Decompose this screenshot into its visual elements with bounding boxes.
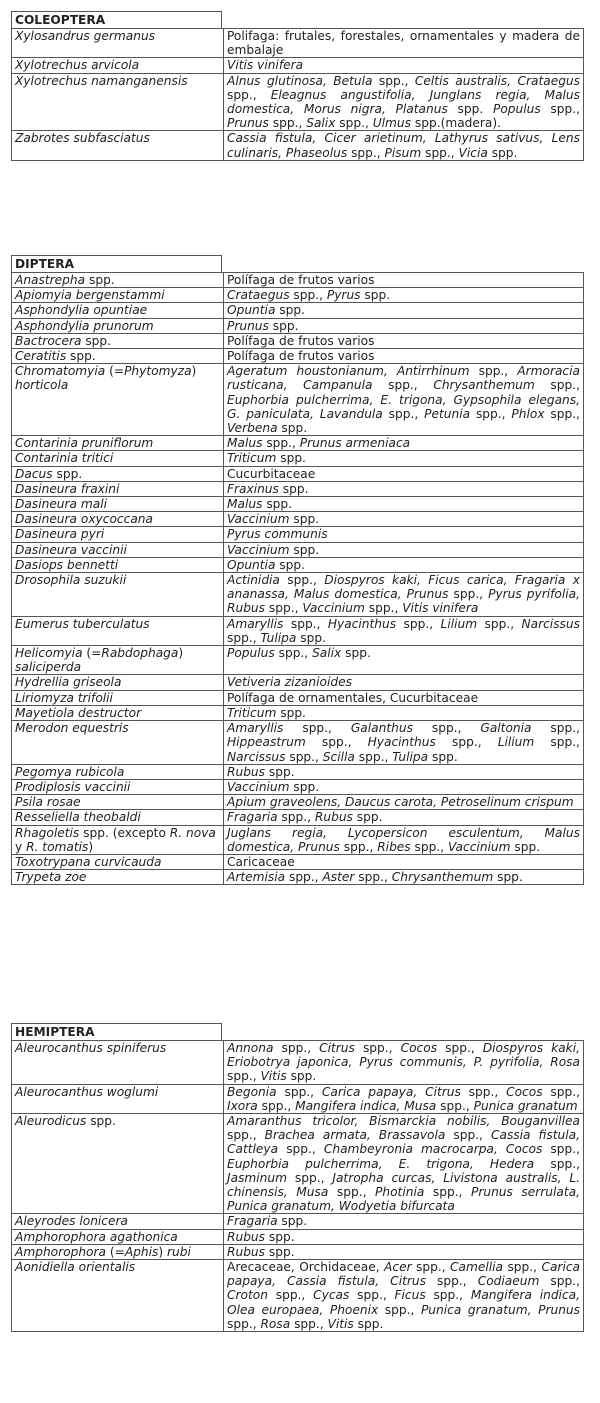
species-cell: Contarinia tritici bbox=[12, 451, 224, 466]
species-cell: Drosophila suzukii bbox=[12, 573, 224, 617]
table-row bbox=[12, 318, 584, 333]
host-cell: Apium graveolens, Daucus carota, Petroselinum crispum bbox=[224, 795, 584, 810]
table-row bbox=[12, 451, 584, 466]
species-cell: Asphondylia prunorum bbox=[12, 318, 224, 333]
host-cell: Rubus spp. bbox=[224, 1244, 584, 1259]
table-row bbox=[12, 73, 584, 131]
table-row bbox=[12, 1244, 584, 1259]
species-cell: Zabrotes subfasciatus bbox=[12, 131, 224, 160]
species-cell: Dacus spp. bbox=[12, 466, 224, 481]
species-cell: Chromatomyia (=Phytomyza) horticola bbox=[12, 364, 224, 436]
host-cell: Fragaria spp., Rubus spp. bbox=[224, 810, 584, 825]
table-row bbox=[12, 542, 584, 557]
host-cell: Polífaga de frutos varios bbox=[224, 349, 584, 364]
section-coleoptera bbox=[11, 11, 584, 161]
table-row bbox=[12, 854, 584, 869]
species-cell: Xylotrechus namanganensis bbox=[12, 73, 224, 131]
species-cell: Bactrocera spp. bbox=[12, 333, 224, 348]
species-cell: Trypeta zoe bbox=[12, 870, 224, 885]
host-cell: Arecaceae, Orchidaceae, Acer spp., Camellia spp., Carica papaya, Cassia fistula, Citrus spp., Codiaeum spp., Croton spp., Cycas spp., Ficus spp., Mangifera indica, Olea europaea, Phoenix spp., Punica granatum, Prunus spp., Rosa spp., Vitis spp. bbox=[224, 1260, 584, 1332]
species-cell: Aleurocanthus woglumi bbox=[12, 1084, 224, 1113]
host-cell: Ageratum houstonianum, Antirrhinum spp., Armoracia rusticana, Campanula spp., Chrysanthemum spp., Euphorbia pulcherrima, E. trigona, Gypsophila elegans, G. paniculata, Lavandula spp., Petunia spp., Phlox spp., Verbena spp. bbox=[224, 364, 584, 436]
host-cell: Opuntia spp. bbox=[224, 557, 584, 572]
table-row bbox=[12, 690, 584, 705]
host-cell: Annona spp., Citrus spp., Cocos spp., Diospyros kaki, Eriobotrya japonica, Pyrus communis, P. pyrifolia, Rosa spp., Vitis spp. bbox=[224, 1041, 584, 1085]
species-cell: Dasineura oxycoccana bbox=[12, 512, 224, 527]
host-cell: Polifaga: frutales, forestales, ornamentales y madera de embalaje bbox=[224, 29, 584, 58]
species-cell: Liriomyza trifolii bbox=[12, 690, 224, 705]
species-cell: Aleyrodes lonicera bbox=[12, 1214, 224, 1229]
species-cell: Resseliella theobaldi bbox=[12, 810, 224, 825]
species-cell: Merodon equestris bbox=[12, 721, 224, 765]
host-cell: Amaryllis spp., Galanthus spp., Galtonia spp., Hippeastrum spp., Hyacinthus spp., Lilium spp., Narcissus spp., Scilla spp., Tulipa spp. bbox=[224, 721, 584, 765]
table-row bbox=[12, 29, 584, 58]
table-row bbox=[12, 795, 584, 810]
table-row bbox=[12, 1114, 584, 1214]
host-cell: Amaranthus tricolor, Bismarckia nobilis, Bouganvillea spp., Brachea armata, Brassavola spp., Cassia fistula, Cattleya spp., Chambeyronia macrocarpa, Cocos spp., Euphorbia pulcherrima, E. trigona, Hedera spp., Jasminum spp., Jatropha curcas, Livistona australis, L. chinensis, Musa spp., Photinia spp., Prunus serrulata, Punica granatum, Wodyetia bifurcata bbox=[224, 1114, 584, 1214]
table-row bbox=[12, 779, 584, 794]
host-cell: Rubus spp. bbox=[224, 1229, 584, 1244]
species-cell: Mayetiola destructor bbox=[12, 705, 224, 720]
table-row bbox=[12, 1084, 584, 1113]
table-row bbox=[12, 512, 584, 527]
table-row bbox=[12, 557, 584, 572]
host-cell: Alnus glutinosa, Betula spp., Celtis australis, Crataegus spp., Eleagnus angustifolia, Junglans regia, Malus domestica, Morus nigra, Platanus spp. Populus spp., Prunus spp., Salix spp., Ulmus spp.(madera). bbox=[224, 73, 584, 131]
species-cell: Dasineura fraxini bbox=[12, 481, 224, 496]
table-row bbox=[12, 466, 584, 481]
table-row bbox=[12, 616, 584, 645]
host-cell: Pyrus communis bbox=[224, 527, 584, 542]
table-row bbox=[12, 675, 584, 690]
table-row bbox=[12, 573, 584, 617]
table-row bbox=[12, 58, 584, 73]
table-row bbox=[12, 303, 584, 318]
species-cell: Pegomya rubicola bbox=[12, 764, 224, 779]
species-cell: Aleurodicus spp. bbox=[12, 1114, 224, 1214]
table-row bbox=[12, 810, 584, 825]
host-cell: Triticum spp. bbox=[224, 451, 584, 466]
species-cell: Apiomyia bergenstammi bbox=[12, 288, 224, 303]
table-row bbox=[12, 1260, 584, 1332]
table-row bbox=[12, 481, 584, 496]
species-cell: Helicomyia (=Rabdophaga) saliciperda bbox=[12, 646, 224, 675]
table-row bbox=[12, 436, 584, 451]
table-row bbox=[12, 721, 584, 765]
species-cell: Hydrellia griseola bbox=[12, 675, 224, 690]
species-cell: Rhagoletis spp. (excepto R. nova y R. tomatis) bbox=[12, 825, 224, 854]
host-cell: Prunus spp. bbox=[224, 318, 584, 333]
species-cell: Toxotrypana curvicauda bbox=[12, 854, 224, 869]
table-row bbox=[12, 349, 584, 364]
species-cell: Asphondylia opuntiae bbox=[12, 303, 224, 318]
table-row bbox=[12, 333, 584, 348]
table-row bbox=[12, 364, 584, 436]
species-cell: Dasineura pyri bbox=[12, 527, 224, 542]
section-header: HEMIPTERA bbox=[11, 1023, 222, 1040]
host-cell: Opuntia spp. bbox=[224, 303, 584, 318]
table-row bbox=[12, 825, 584, 854]
host-cell: Cucurbitaceae bbox=[224, 466, 584, 481]
species-cell: Xylotrechus arvicola bbox=[12, 58, 224, 73]
host-cell: Juglans regia, Lycopersicon esculentum, Malus domestica, Prunus spp., Ribes spp., Vaccinium spp. bbox=[224, 825, 584, 854]
species-cell: Dasineura mali bbox=[12, 497, 224, 512]
species-table bbox=[11, 272, 584, 885]
host-cell: Caricaceae bbox=[224, 854, 584, 869]
species-table bbox=[11, 1040, 584, 1332]
host-cell: Vitis vinifera bbox=[224, 58, 584, 73]
host-cell: Triticum spp. bbox=[224, 705, 584, 720]
species-cell: Contarinia pruniflorum bbox=[12, 436, 224, 451]
host-cell: Polífaga de ornamentales, Cucurbitaceae bbox=[224, 690, 584, 705]
host-cell: Actinidia spp., Diospyros kaki, Ficus carica, Fragaria x ananassa, Malus domestica, Prunus spp., Pyrus pyrifolia, Rubus spp., Vaccinium spp., Vitis vinifera bbox=[224, 573, 584, 617]
host-cell: Vaccinium spp. bbox=[224, 512, 584, 527]
table-row bbox=[12, 1041, 584, 1085]
species-cell: Dasineura vaccinii bbox=[12, 542, 224, 557]
host-cell: Malus spp., Prunus armeniaca bbox=[224, 436, 584, 451]
host-cell: Artemisia spp., Aster spp., Chrysanthemum spp. bbox=[224, 870, 584, 885]
section-header: DIPTERA bbox=[11, 255, 222, 272]
species-cell: Anastrepha spp. bbox=[12, 273, 224, 288]
species-cell: Aonidiella orientalis bbox=[12, 1260, 224, 1332]
host-cell: Vaccinium spp. bbox=[224, 542, 584, 557]
table-row bbox=[12, 288, 584, 303]
species-cell: Amphorophora agathonica bbox=[12, 1229, 224, 1244]
table-row bbox=[12, 527, 584, 542]
host-cell: Rubus spp. bbox=[224, 764, 584, 779]
host-cell: Fraxinus spp. bbox=[224, 481, 584, 496]
host-cell: Vetiveria zizanioides bbox=[224, 675, 584, 690]
species-table bbox=[11, 28, 584, 161]
host-cell: Begonia spp., Carica papaya, Citrus spp., Cocos spp., Ixora spp., Mangifera indica, Musa spp., Punica granatum bbox=[224, 1084, 584, 1113]
table-row bbox=[12, 870, 584, 885]
species-cell: Eumerus tuberculatus bbox=[12, 616, 224, 645]
table-row bbox=[12, 1229, 584, 1244]
table-row bbox=[12, 131, 584, 160]
host-cell: Crataegus spp., Pyrus spp. bbox=[224, 288, 584, 303]
host-cell: Amaryllis spp., Hyacinthus spp., Lilium spp., Narcissus spp., Tulipa spp. bbox=[224, 616, 584, 645]
species-cell: Aleurocanthus spiniferus bbox=[12, 1041, 224, 1085]
species-cell: Xylosandrus germanus bbox=[12, 29, 224, 58]
table-row bbox=[12, 646, 584, 675]
section-diptera bbox=[11, 255, 584, 885]
host-cell: Cassia fistula, Cicer arietinum, Lathyrus sativus, Lens culinaris, Phaseolus spp., Pisum spp., Vicia spp. bbox=[224, 131, 584, 160]
species-cell: Prodiplosis vaccinii bbox=[12, 779, 224, 794]
species-cell: Psila rosae bbox=[12, 795, 224, 810]
table-row bbox=[12, 705, 584, 720]
table-row bbox=[12, 497, 584, 512]
species-cell: Ceratitis spp. bbox=[12, 349, 224, 364]
table-row bbox=[12, 273, 584, 288]
section-header: COLEOPTERA bbox=[11, 11, 222, 28]
host-cell: Populus spp., Salix spp. bbox=[224, 646, 584, 675]
table-row bbox=[12, 1214, 584, 1229]
species-cell: Dasiops bennetti bbox=[12, 557, 224, 572]
host-cell: Malus spp. bbox=[224, 497, 584, 512]
host-cell: Vaccinium spp. bbox=[224, 779, 584, 794]
host-cell: Polífaga de frutos varios bbox=[224, 273, 584, 288]
species-cell: Amphorophora (=Aphis) rubi bbox=[12, 1244, 224, 1259]
host-cell: Polífaga de frutos varios bbox=[224, 333, 584, 348]
table-row bbox=[12, 764, 584, 779]
host-cell: Fragaria spp. bbox=[224, 1214, 584, 1229]
section-hemiptera bbox=[11, 1023, 584, 1332]
